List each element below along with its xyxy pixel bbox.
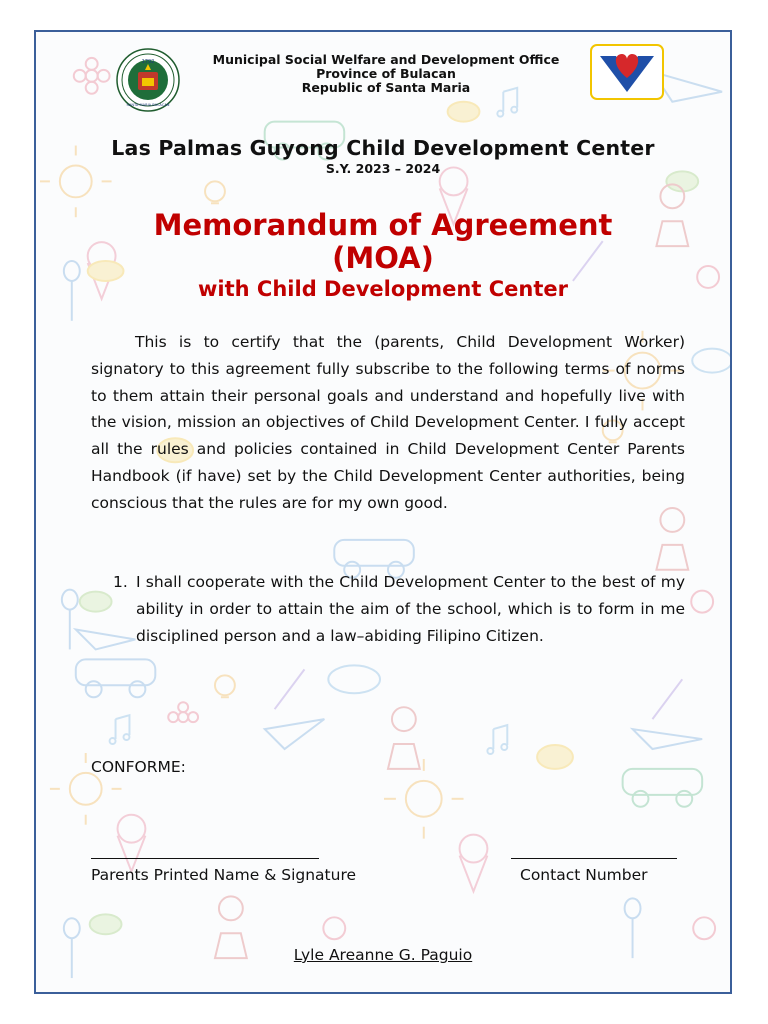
parent-signature-line: [91, 858, 319, 859]
svg-text:1792: 1792: [141, 59, 155, 65]
signatory-name: Lyle Areanne G. Paguio: [293, 946, 473, 964]
document-subtitle: with Child Development Center: [198, 277, 568, 301]
school-year: S.Y. 2023 – 2024: [325, 161, 441, 176]
list-item-text: I shall cooperate with the Child Development Center to the best of my ability in order to attain the aim of the school, which is to form in me disciplined person and a law–abiding Filipino Citizen.: [136, 573, 685, 645]
body-paragraph: This is to certify that the (parents, Child Development Worker) signatory to this agreement fully subscribe to the following terms of norms to them attain their personal goals and understand and hopefully live with the vision, mission an objectives of Child Development Center. I fully accept all the rules and policies contained in Child Development Center Parents Handbook (if have) set by the Child Development Center authorities, being conscious that the rules are for my own good.: [91, 333, 685, 512]
parent-signature-label: Parents Printed Name & Signature: [91, 866, 357, 884]
office-name: Municipal Social Welfare and Development Office: [212, 52, 560, 67]
contact-number-label: Contact Number: [520, 866, 648, 884]
svg-text:SANTA MARIA BULACAN: SANTA MARIA BULACAN: [126, 103, 170, 107]
republic-name: Republic of Santa Maria: [301, 80, 471, 95]
terms-list: [91, 569, 685, 649]
list-item-number: 1.: [113, 573, 128, 591]
conforme-label: CONFORME:: [91, 758, 186, 776]
office-header: [186, 53, 586, 95]
title-line-2: (MOA): [332, 241, 434, 275]
document-title: [36, 209, 730, 275]
document-page: [34, 30, 732, 994]
center-name: Las Palmas Guyong Child Development Center: [111, 136, 655, 160]
document-content: [36, 32, 730, 992]
dswd-logo-icon: [590, 44, 664, 100]
list-item: [91, 569, 685, 649]
municipal-seal-icon: [116, 48, 180, 112]
province-name: Province of Bulacan: [316, 66, 456, 81]
contact-number-line: [511, 858, 677, 859]
title-line-1: Memorandum of Agreement: [153, 208, 613, 242]
